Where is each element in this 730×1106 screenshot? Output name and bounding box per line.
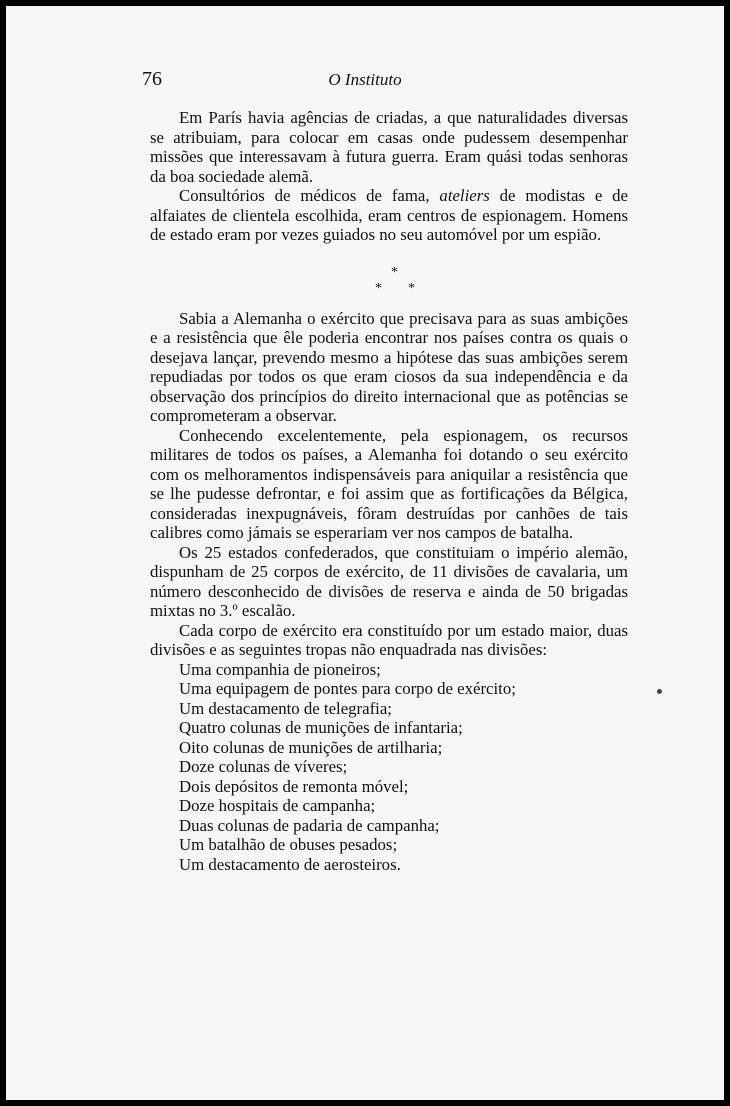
list-item: Doze hospitais de campanha; [179,796,376,815]
section-separator [150,251,628,303]
paragraph-text: Consultórios de médicos de fama, [179,186,440,205]
list-item: Duas colunas de padaria de campanha; [179,815,440,835]
book-page [6,6,724,1100]
list-item: Dois depósitos de remonta móvel; [179,776,409,796]
page-header [6,68,724,92]
asterisk: * [391,264,398,280]
list-item: Uma companhia de pioneiros; [179,659,381,679]
paragraph: Em París havia agências de criadas, a que naturalidades diversas se atribuiam, para colocar em casas onde pudessem desempenhar missões que interessavam à futura guerra. Eram quási todas senhoras da boa sociedade alemã. [150,108,628,186]
body-text [150,108,628,874]
paragraph-text: de modistas e de alfaiates de clientela escolhida, eram centros de espionagem. Homens de estado eram por vezes guiados no seu automóvel por um espião. [150,186,628,244]
paragraph: Cada corpo de exército era constituído por um estado maior, duas divisões e as seguintes tropas não enquadrada nas divisões: [150,620,628,659]
paragraph: Os 25 estados confederados, que constituiam o império alemão, dispunham de 25 corpos de exército, de 11 divisões de cavalaria, um número desconhecido de divisões de reserva e ainda de 50 brigadas mixtas no 3.º escalão. [150,542,628,620]
list-item: Quatro colunas de munições de infantaria; [179,718,463,737]
paragraph: Conhecendo excelentemente, pela espionagem, os recursos militares de todos os países, a Alemanha foi dotando o seu exército com os melhoramentos indispensáveis para aniquilar a resistência que se lhe pudesse defrontar, e foi assim que as fortificações da Bélgica, consideradas inexpugnáveis, fôram destruídas por canhões de tais calibres como jámais se esperariam ver nos campos de batalha. [150,425,628,542]
asterisk: * [408,280,415,296]
list-item: Um destacamento de aerosteiros. [179,854,401,874]
margin-speck [657,689,662,694]
list-item: Doze colunas de víveres; [179,757,348,776]
list-item: Uma equipagem de pontes para corpo de exército; [179,679,516,698]
running-title: O Instituto [328,70,402,89]
page-number: 76 [142,68,162,90]
list-item: Um destacamento de telegrafia; [179,698,392,718]
troop-list [150,660,628,875]
paragraph: Sabia a Alemanha o exército que precisava para as suas ambições e a resistência que êle poderia encontrar nos países contra os quais o desejava lançar, prevendo mesmo a hipótese das suas ambições serem repudiadas por todos os que eram ciosos da sua independência e da observação dos princípios do direito internacional que as potências se comprometeram a observar. [150,308,628,425]
list-item: Um batalhão de obuses pesados; [179,835,398,854]
paragraph [150,186,628,245]
asterisk: * [375,280,382,296]
list-item: Oito colunas de munições de artilharia; [179,737,443,757]
italic-term: ateliers [439,186,490,205]
